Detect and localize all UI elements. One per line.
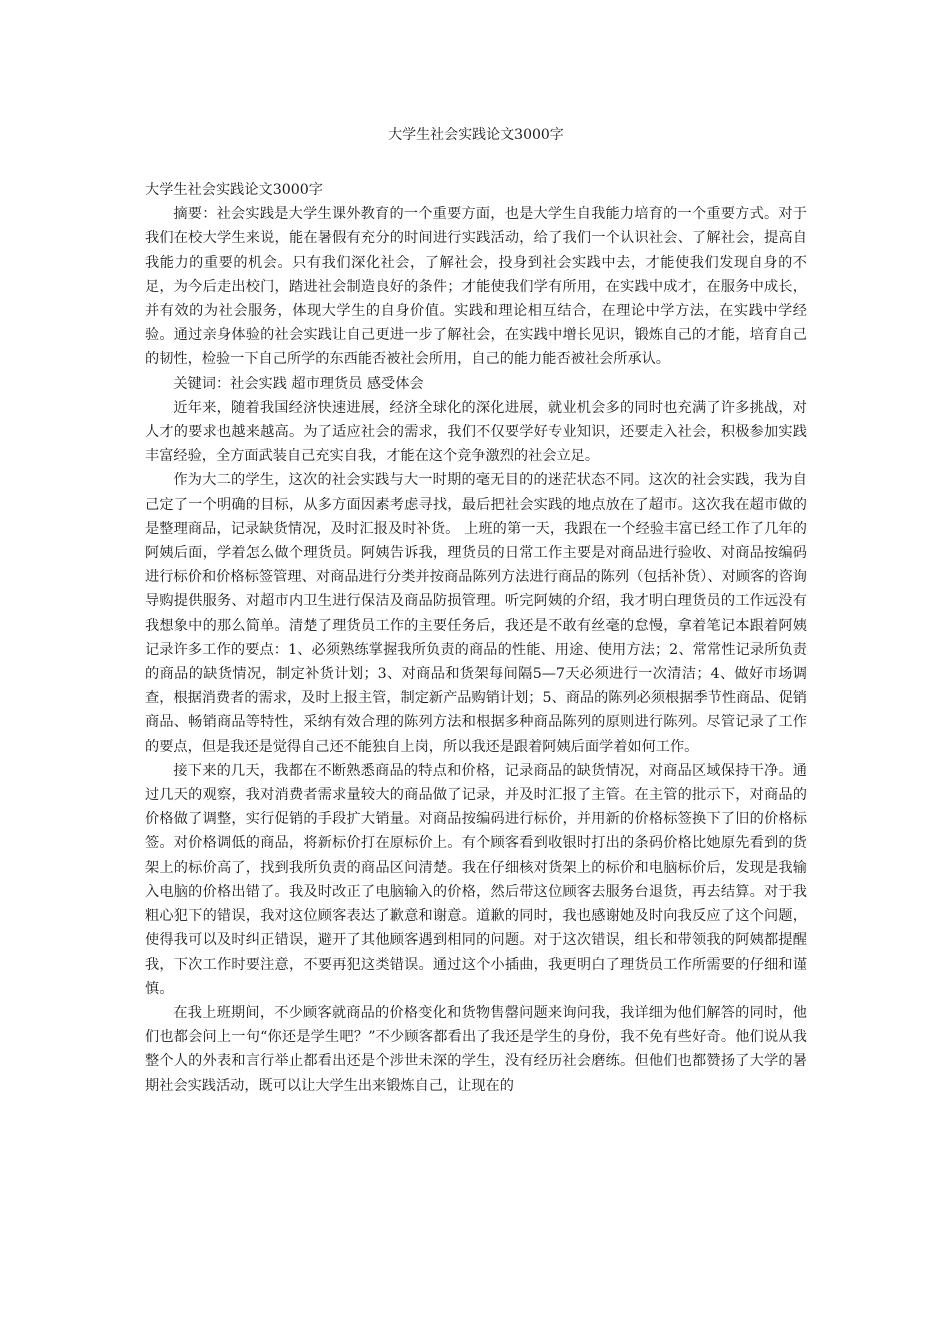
body-paragraph: 近年来，随着我国经济快速进展，经济全球化的深化进展，就业机会多的同时也充满了许多挑战，对人才的要求也越来越高。为了适应社会的需求，我们不仅要学好专业知识，还要走入社会，积极参加实践丰富经验，全方面武装自己充实自我，才能在这个竞争激烈的社会立足。: [145, 399, 807, 465]
keywords-paragraph: 关键词：社会实践 超市理货员 感受体会: [173, 375, 424, 392]
body-paragraph: 作为大二的学生，这次的社会实践与大一时期的毫无目的的迷茫状态不同。这次的社会实践，我为自己定了一个明确的目标，从多方面因素考虑寻找，最后把社会实践的地点放在了超市。这次我在超市做的是整理商品，记录缺货情况，及时汇报及时补货。 上班的第一天，我跟在一个经验丰富已经工作了几年的阿姨后面，学着怎么做个理货员。阿姨告诉我，理货员的日常工作主要是对商品进行验收、对商品按编码进行标价和价格标签管理、对商品进行分类并按商品陈列方法进行商品的陈列（包括补货）、对顾客的咨询导购提供服务、对超市内卫生进行保洁及商品防损管理。听完阿姨的介绍，我才明白理货员的工作远没有我想象中的那么简单。清楚了理货员工作的主要任务后，我还是不敢有丝毫的怠慢，拿着笔记本跟着阿姨记录许多工作的要点：1、必须熟练掌握我所负责的商品的性能、用途、使用方法；2、常常性记录所负责的商品的缺货情况，制定补货计划；3、对商品和货架每间隔5—7天必须进行一次清洁；4、做好市场调查，根据消费者的需求，及时上报主管，制定新产品购销计划；5、商品的陈列必须根据季节性商品、促销商品、畅销商品等特性，采纳有效合理的陈列方法和根据多种商品陈列的原则进行陈列。尽管记录了工作的要点，但是我还是觉得自己还不能独自上岗，所以我还是跟着阿姨后面学着如何工作。: [145, 472, 807, 755]
body-paragraph: 在我上班期间，不少顾客就商品的价格变化和货物售罄问题来询问我，我详细为他们解答的同时，他们也都会问上一句“你还是学生吧？”不少顾客都看出了我还是学生的身份，我不免有些好奇。他们说从我整个人的外表和言行举止都看出还是个涉世未深的学生，没有经历社会磨练。但他们也都赞扬了大学的暑期社会实践活动，既可以让大学生出来锻炼自己，让现在的: [145, 1004, 807, 1094]
document-body: [145, 178, 807, 1098]
abstract-paragraph: 摘要：社会实践是大学生课外教育的一个重要方面，也是大学生自我能力培育的一个重要方式。对于我们在校大学生来说，能在暑假有充分的时间进行实践活动，给了我们一个认识社会、了解社会，提高自我能力的重要的机会。只有我们深化社会，了解社会，投身到社会实践中去，才能使我们发现自身的不足，为今后走出校门，踏进社会制造良好的条件；才能使我们学有所用，在实践中成才，在服务中成长，并有效的为社会服务，体现大学生的自身价值。实践和理论相互结合，在理论中学方法，在实践中学经验。通过亲身体验的社会实践让自己更进一步了解社会，在实践中增长见识，锻炼自己的才能，培育自己的韧性，检验一下自己所学的东西能否被社会所用，自己的能力能否被社会所承认。: [145, 206, 807, 368]
document-heading: 大学生社会实践论文3000字: [145, 182, 323, 198]
document-title: 大学生社会实践论文3000字: [388, 127, 564, 143]
body-paragraph: 接下来的几天，我都在不断熟悉商品的特点和价格，记录商品的缺货情况，对商品区域保持干净。通过几天的观察，我对消费者需求量较大的商品做了记录，并及时汇报了主管。在主管的批示下，对商品的价格做了调整，实行促销的手段扩大销量。对商品按编码进行标价，并用新的价格标签换下了旧的价格标签。对价格调低的商品，将新标价打在原标价上。有个顾客看到收银时打出的条码价格比她原先看到的货架上的标价高了，找到我所负责的商品区问清楚。我在仔细核对货架上的标价和电脑标价后，发现是我输入电脑的价格出错了。我及时改正了电脑输入的价格，然后带这位顾客去服务台退货，再去结算。对于我粗心犯下的错误，我对这位顾客表达了歉意和谢意。道歉的同时，我也感谢她及时向我反应了这个问题，使得我可以及时纠正错误，避开了其他顾客遇到相同的问题。对于这次错误，组长和带领我的阿姨都提醒我，下次工作时要注意，不要再犯这类错误。通过这个小插曲，我更明白了理货员工作所需要的仔细和谨慎。: [145, 762, 807, 997]
document-page: [145, 124, 807, 1098]
